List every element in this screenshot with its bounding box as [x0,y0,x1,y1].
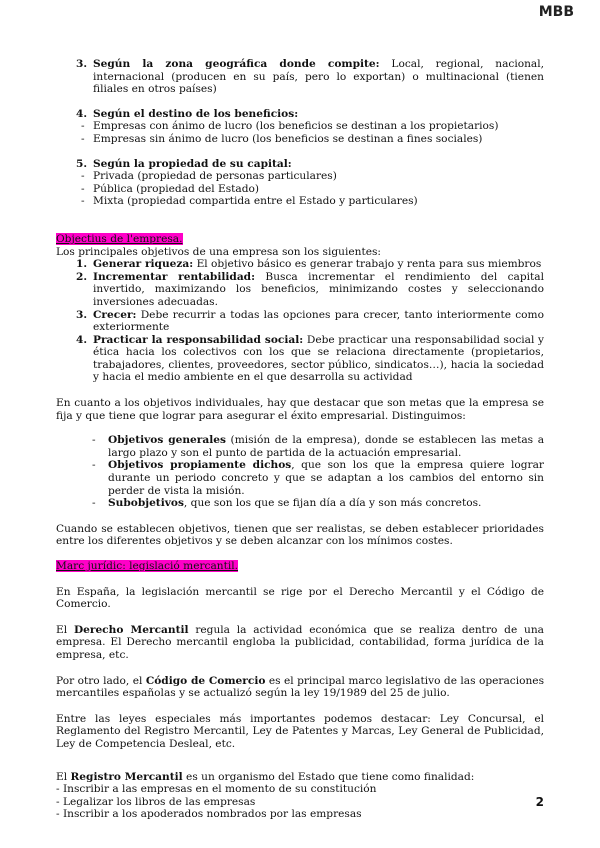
term: Derecho Mercantil [73,623,189,636]
individual-objectives-intro: En cuanto a los objetivos individuales, hay que destacar que son metas que la empresa se fija y que tiene que lograr para asegurar el éxito empresarial. Distinguimos: [56,397,544,422]
item-title: Generar riqueza: [93,258,194,271]
item-number: 4. [76,333,88,346]
type-title: Objetivos generales [108,434,226,447]
type-text: , que son los que se fijan día a día y son más concretos. [183,497,482,510]
item-title: Incrementar rentabilidad: [93,270,256,283]
list-item: - Empresas con ánimo de lucro (los beneficios se destinan a los propietarios) [56,120,544,133]
objective-type [56,459,544,497]
section-heading: Marc jurídic: legislació mercantil. [56,560,239,572]
objectives-closing: Cuando se establecen objetivos, tienen que ser realistas, se deben establecer prioridades entre los diferentes objetivos y se deben alcanzar con los mínimos costes. [56,522,544,548]
item-text: Busca incrementar el rendimiento del capital invertido, maximizando los beneficios, minimizando costes y seleccionando inversiones adecuadas. [93,270,544,308]
list-item: - Pública (propiedad del Estado) [56,183,544,196]
legal-section [56,560,544,821]
item-text: Debe recurrir a todas las opciones para crecer, tanto interiormente como exteriormente [93,308,544,334]
item-number: 4. [76,107,88,120]
page-number: 2 [535,795,544,809]
item-number: 1. [76,258,88,271]
list-item: - Privada (propiedad de personas particulares) [56,170,544,183]
item-title: Según la propiedad de su capital: [93,157,292,170]
list-item: - Empresas sin ánimo de lucro (los beneficios se destinan a fines sociales) [56,133,544,146]
objective-item [56,309,544,334]
item-text: Local, regional, nacional, internacional (producen en su país, pero lo exportan) o multinacional (tienen filiales en otros países) [93,58,544,96]
item-text: El objetivo básico es generar trabajo y renta para sus miembros [193,258,542,271]
type-title: Objetivos propiamente dichos [108,459,292,472]
type-title: Subobjetivos [108,497,184,510]
objective-item [56,258,544,271]
objective-type [56,434,544,459]
list-item: - Legalizar los libros de las empresas [56,795,256,808]
legal-paragraph: En España, la legislación mercantil se rige por el Derecho Mercantil y el Código de Comercio. [56,585,544,611]
legal-paragraph: Entre las leyes especiales más importantes podemos destacar: Ley Concursal, el Reglamento del Registro Mercantil, Ley de Patentes y Marcas, Ley General de Publicidad, Ley de Competencia Desleal, etc. [56,712,544,750]
text: es un organismo del Estado que tiene como finalidad: [182,770,475,783]
item-title: Practicar la responsabilidad social: [93,333,304,346]
item-number: 2. [76,270,88,283]
objectives-section [56,233,544,548]
classification-item [56,158,544,171]
item-number: 3. [76,308,88,321]
text: Por otro lado, el [56,674,146,687]
list-item: - Inscribir a las empresas en el momento de su constitución [56,783,377,796]
legal-paragraph [56,675,544,700]
term: Código de Comercio [145,674,266,687]
item-number: 5. [76,157,88,170]
list-item: - Mixta (propiedad compartida entre el Estado y particulares) [56,195,544,208]
item-text: Debe practicar una responsabilidad social y ética hacia los colectivos con los que se relaciona directamente (propietarios, trabajadores, clientes, proveedores, sector público, sindicatos…), hacia la sociedad y hacia el medio ambiente en el que desarrolla su actividad [93,333,545,384]
objective-item [56,271,544,309]
item-number: 3. [76,58,88,70]
section-heading: Objectius de l'empresa. [56,232,183,245]
classification-item [56,108,544,121]
item-title: Según el destino de los beneficios: [93,107,299,120]
type-text: (misión de la empresa), donde se establecen las metas a largo plazo y son el punto de partida de la actuación empresarial. [108,434,545,459]
term: Registro Mercantil [70,770,183,783]
text: El [56,770,71,783]
objective-item [56,334,544,384]
text: es el principal marco legislativo de las operaciones mercantiles españolas y se actualizó según la ley 19/1989 del 25 de julio. [56,674,545,700]
legal-paragraph [56,624,544,662]
item-title: Según la zona geográfica donde compite: [93,58,380,70]
type-text: , que son los que la empresa quiere lograr durante un periodo concreto y que se adaptan a los cambios del entorno sin perder de vista la misión. [108,459,544,497]
item-title: Crecer: [93,308,137,321]
legal-paragraph [56,771,544,784]
objectives-intro: Los principales objetivos de una empresa son los siguientes: [56,245,381,258]
page-content [56,58,544,821]
text: regula la actividad económica que se realiza dentro de una empresa. El Derecho mercantil engloba la publicidad, contabilidad, forma jurídica de la empresa, etc. [56,623,545,661]
list-item: - Inscribir a los apoderados nombrados por las empresas [56,808,362,821]
objective-type [56,497,544,510]
classification-item [56,58,544,96]
document-header: MBB [538,4,574,20]
text: El [56,623,74,636]
